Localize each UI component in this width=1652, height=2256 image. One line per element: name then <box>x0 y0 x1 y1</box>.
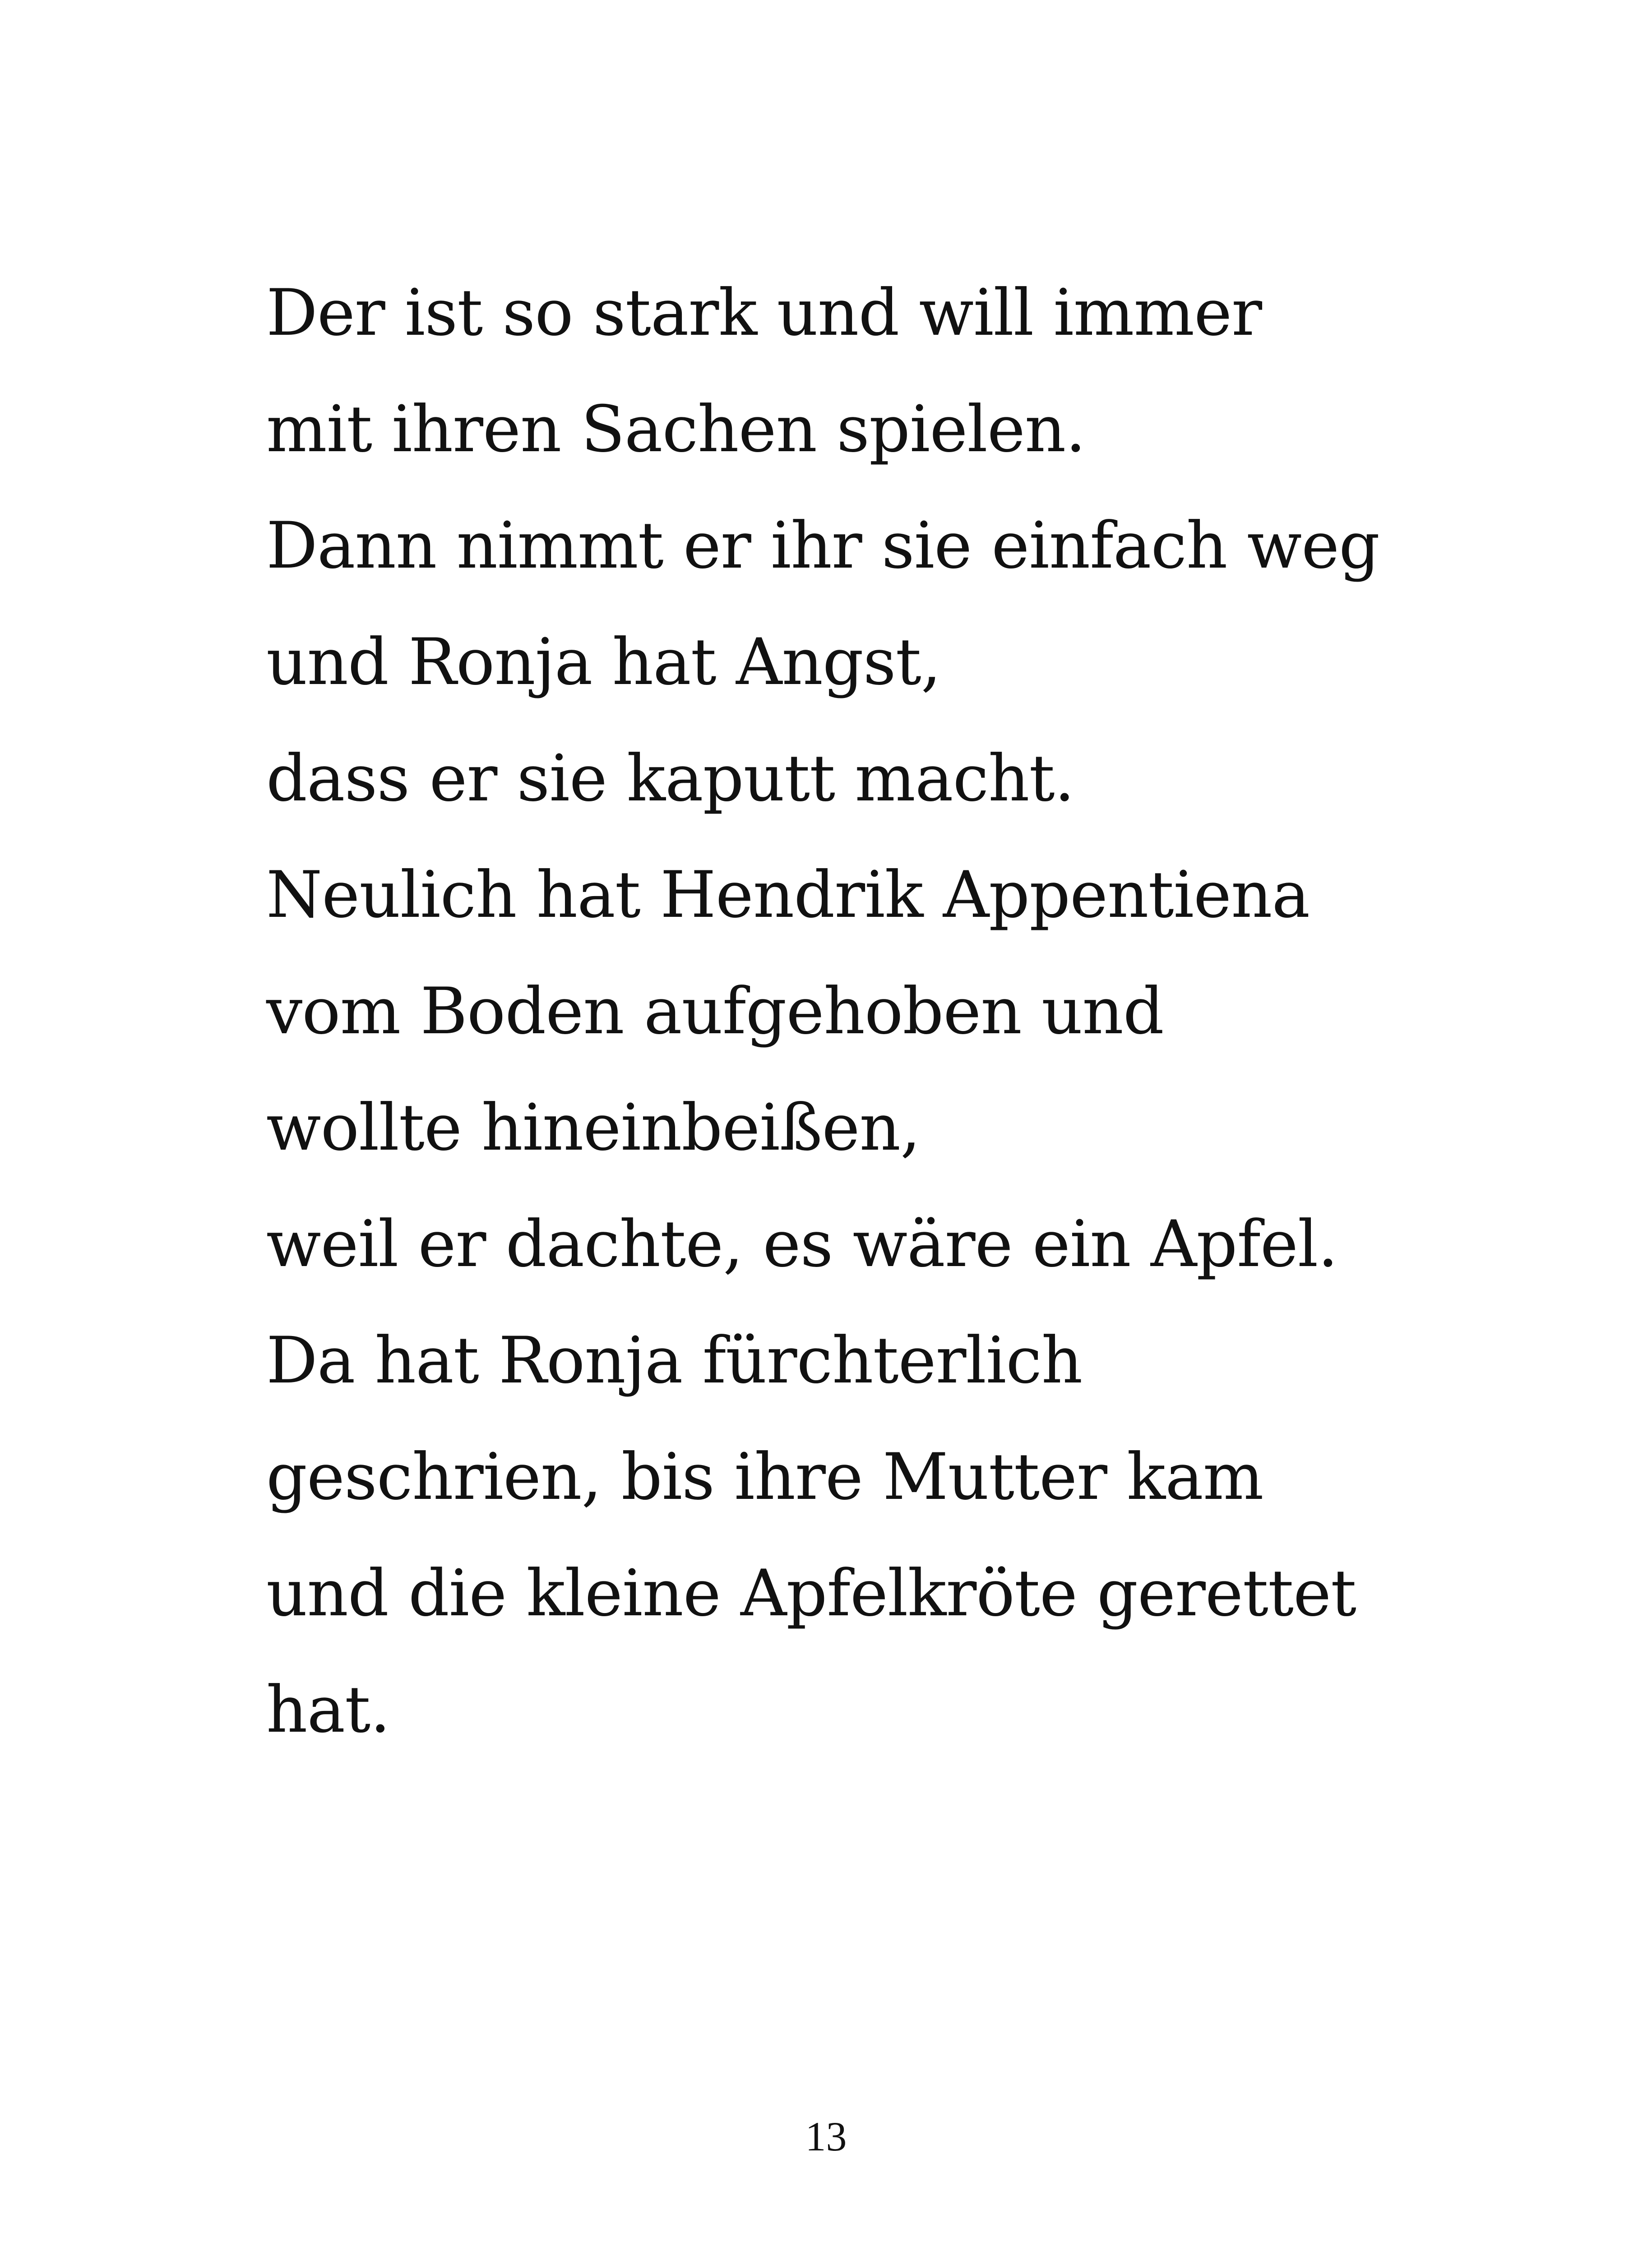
page-number: 13 <box>805 2113 847 2159</box>
text-line: Neulich hat Hendrik Appentiena <box>266 858 1310 932</box>
text-line: und Ronja hat Angst, <box>266 625 941 699</box>
text-line: wollte hineinbeißen, <box>266 1091 921 1165</box>
text-line: mit ihren Sachen spielen. <box>266 392 1086 467</box>
text-line: Dann nimmt er ihr sie einfach weg <box>266 509 1380 583</box>
text-line: Da hat Ronja fürchterlich <box>266 1323 1083 1398</box>
text-line: vom Boden aufgehoben und <box>266 974 1164 1049</box>
text-line: hat. <box>266 1673 390 1747</box>
text-line: dass er sie kaputt macht. <box>266 741 1074 816</box>
text-line: geschrien, bis ihre Mutter kam <box>266 1440 1263 1514</box>
text-line: Der ist so stark und will immer <box>266 276 1262 350</box>
text-line: weil er dachte, es wäre ein Apfel. <box>266 1207 1338 1281</box>
story-paragraph <box>266 255 1530 1768</box>
text-line: und die kleine Apfelkröte gerettet <box>266 1556 1356 1631</box>
